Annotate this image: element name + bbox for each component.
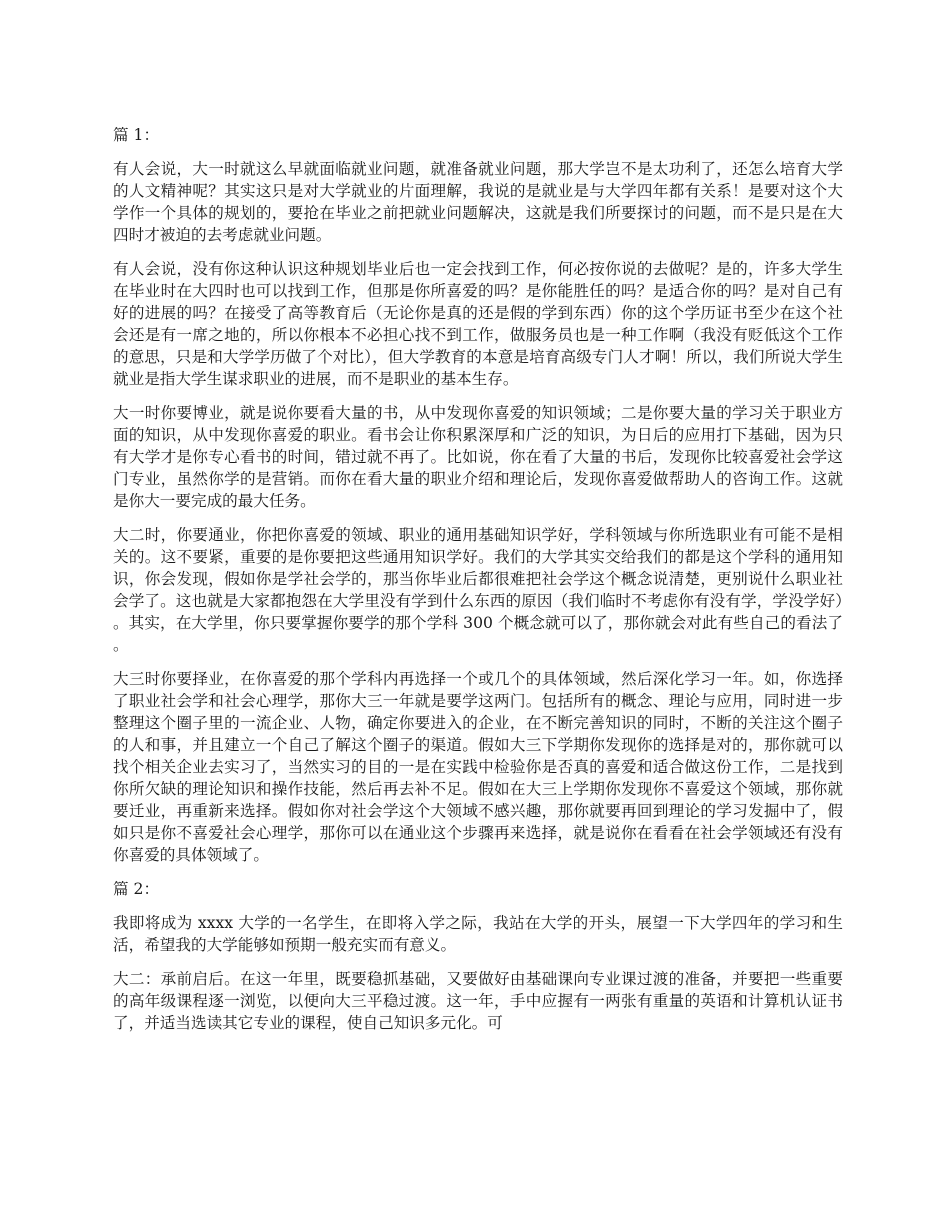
section-1-paragraph-3: 大一时你要博业，就是说你要看大量的书，从中发现你喜爱的知识领域；二是你要大量的学习关于职业方面的知识，从中发现你喜爱的职业。看书会让你积累深厚和广泛的知识，为日后的应用打下基础，因为只有大学才是你专心看书的时间，错过就不再了。比如说，你在看了大量的书后，发现你比较喜爱社会学这门专业，虽然你学的是营销。而你在看大量的职业介绍和理论后，发现你喜爱做帮助人的咨询工作。这就是你大一要完成的最大任务。 (113, 404, 843, 510)
section-1-heading: 篇 1： (113, 126, 160, 144)
section-1-paragraph-2: 有人会说，没有你这种认识这种规划毕业后也一定会找到工作，何必按你说的去做呢？是的，许多大学生在毕业时在大四时也可以找到工作，但那是你所喜爱的吗？是你能胜任的吗？是适合你的吗？是对自己有好的进展的吗？在接受了高等教育后（无论你是真的还是假的学到东西）你的这个学历证书至少在这个社会还是有一席之地的，所以你根本不必担心找不到工作，做服务员也是一种工作啊（我没有贬低这个工作的意思，只是和大学学历做了个对比），但大学教育的本意是培育高级专门人才啊！所以，我们所说大学生就业是指大学生谋求职业的进展，而不是职业的基本生存。 (113, 260, 843, 388)
section-1-paragraph-4: 大二时，你要通业，你把你喜爱的领域、职业的通用基础知识学好，学科领域与你所选职业有可能不是相关的。这不要紧，重要的是你要把这些通用知识学好。我们的大学其实交给我们的都是这个学科的通用知识，你会发现，假如你是学社会学的，那当你毕业后都很难把社会学这个概念说清楚，更别说什么职业社会学了。这也就是大家都抱怨在大学里没有学到什么东西的原因（我们临时不考虑你有没有学，学没学好）。其实，在大学里，你只要掌握你要学的那个学科 300 个概念就可以了，那你就会对此有些自己的看法了。 (113, 526, 843, 654)
section-1-paragraph-1: 有人会说，大一时就这么早就面临就业问题，就准备就业问题，那大学岂不是太功利了，还怎么培育大学的人文精神呢？其实这只是对大学就业的片面理解，我说的是就业是与大学四年都有关系！是要对这个大学作一个具体的规划的，要抢在毕业之前把就业问题解决，这就是我们所要探讨的问题，而不是只是在大四时才被迫的去考虑就业问题。 (113, 160, 843, 244)
document-page (113, 124, 843, 1046)
section-1-paragraph-5: 大三时你要择业，在你喜爱的那个学科内再选择一个或几个的具体领域，然后深化学习一年。如，你选择了职业社会学和社会心理学，那你大三一年就是要学这两门。包括所有的概念、理论与应用，同时进一步整理这个圈子里的一流企业、人物，确定你要进入的企业，在不断完善知识的同时，不断的关注这个圈子的人和事，并且建立一个自己了解这个圈子的渠道。假如大三下学期你发现你的选择是对的，那你就可以找个相关企业去实习了，当然实习的目的一是在实践中检验你是否真的喜爱和适合做这份工作，二是找到你所欠缺的理论知识和操作技能，然后再去补不足。假如在大三上学期你发现你不喜爱这个领域，那你就要迁业，再重新来选择。假如你对社会学这个大领域不感兴趣，那你就要再回到理论的学习发掘中了，假如只是你不喜爱社会心理学，那你可以在通业这个步骤再来选择，就是说你在看看在社会学领域还有没有你喜爱的具体领域了。 (113, 670, 843, 864)
section-2-paragraph-2: 大二：承前启后。在这一年里，既要稳抓基础，又要做好由基础课向专业课过渡的准备，并要把一些重要的高年级课程逐一浏览，以便向大三平稳过渡。这一年，手中应握有一两张有重量的英语和计算机认证书了，并适当选读其它专业的课程，使自己知识多元化。可 (113, 970, 843, 1032)
section-2-paragraph-1: 我即将成为 xxxx 大学的一名学生，在即将入学之际，我站在大学的开头，展望一下大学四年的学习和生活，希望我的大学能够如预期一般充实而有意义。 (113, 914, 843, 954)
section-2-heading: 篇 2： (113, 880, 160, 898)
